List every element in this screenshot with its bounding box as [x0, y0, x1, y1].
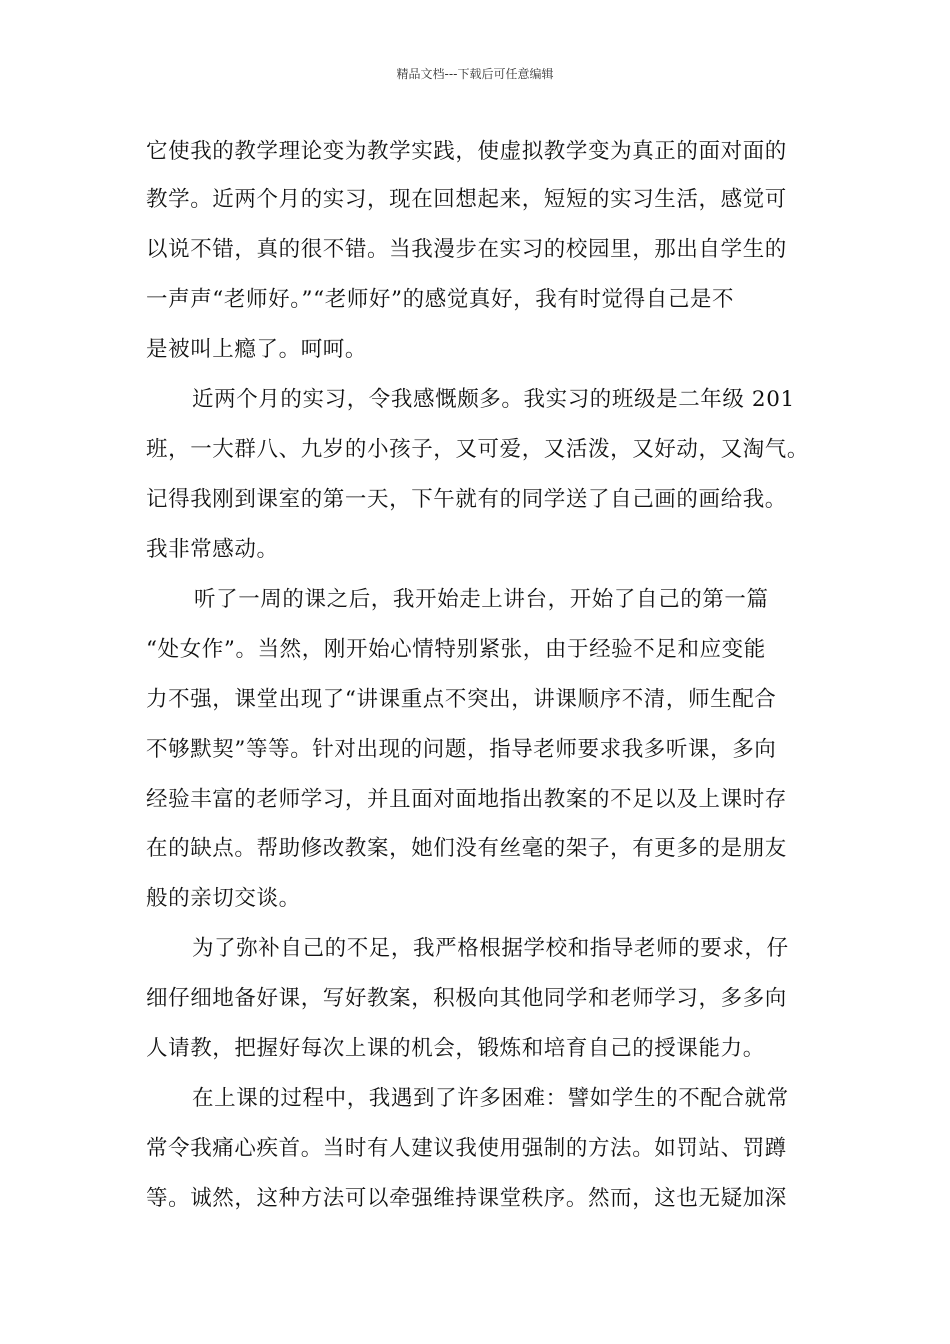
body-text-line: 经验丰富的老师学习，并且面对面地指出教案的不足以及上课时存 — [146, 787, 787, 812]
body-text-line: 记得我刚到课室的第一天，下午就有的同学送了自己画的画给我。 — [146, 487, 787, 512]
body-text-line: 它使我的教学理论变为教学实践，使虚拟教学变为真正的面对面的 — [146, 139, 787, 164]
body-text-line: 一声声“老师好。”“老师好”的感觉真好，我有时觉得自己是不 — [146, 287, 735, 312]
body-text-line: 班，一大群八、九岁的小孩子，又可爱，又活泼，又好动，又淘气。 — [146, 437, 810, 462]
body-text-line: 人请教，把握好每次上课的机会，锻炼和培育自己的授课能力。 — [146, 1036, 765, 1061]
paragraph-first-line: 为了弥补自己的不足，我严格根据学校和指导老师的要求，仔 — [192, 936, 789, 961]
body-text-line: 我非常感动。 — [146, 537, 279, 562]
body-text-line: 等。诚然，这种方法可以牵强维持课堂秩序。然而，这也无疑加深 — [146, 1186, 787, 1211]
body-text-line: 不够默契”等等。针对出现的问题，指导老师要求我多听课，多向 — [146, 737, 777, 762]
paragraph-first-line: 在上课的过程中，我遇到了许多困难：譬如学生的不配合就常 — [192, 1086, 789, 1111]
body-text-line: 是被叫上瘾了。呵呵。 — [146, 337, 368, 362]
body-text-line: “处女作”。当然，刚开始心情特别紧张，由于经验不足和应变能 — [146, 637, 766, 662]
body-text-line: 常令我痛心疾首。当时有人建议我使用强制的方法。如罚站、罚蹲 — [146, 1136, 787, 1161]
body-text-line: 在的缺点。帮助修改教案，她们没有丝毫的架子，有更多的是朋友 — [146, 836, 787, 861]
paragraph-first-line: 近两个月的实习，令我感慨颇多。我实习的班级是二年级 201 — [192, 387, 795, 412]
body-text-line: 细仔细地备好课，写好教案，积极向其他同学和老师学习，多多向 — [146, 986, 787, 1011]
body-text-line: 以说不错，真的很不错。当我漫步在实习的校园里，那出自学生的 — [146, 237, 787, 262]
body-text-line: 教学。近两个月的实习，现在回想起来，短短的实习生活，感觉可 — [146, 187, 787, 212]
page-header: 精品文档---下载后可任意编辑 — [396, 67, 554, 81]
body-text-line: 般的亲切交谈。 — [146, 886, 301, 911]
paragraph-first-line: 听了一周的课之后，我开始走上讲台，开始了自己的第一篇 — [194, 587, 769, 612]
body-text-line: 力不强，课堂出现了“讲课重点不突出，讲课顺序不清，师生配合 — [146, 687, 777, 712]
